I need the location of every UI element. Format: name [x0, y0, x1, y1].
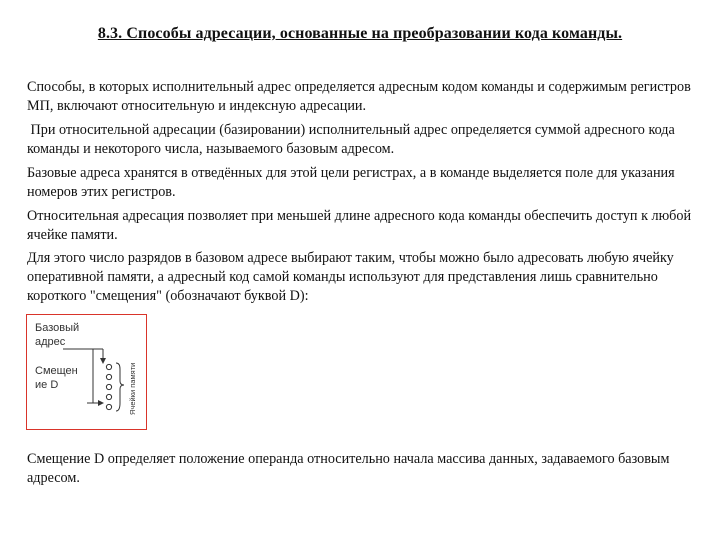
paragraph-2: При относительной адресации (базировании) исполнительный адрес определяется суммой адресного кода команды и некоторого числа, называемого базовым адресом.: [27, 122, 679, 157]
memory-cells-side-label: Ячейки памяти: [128, 362, 137, 415]
offset-label-line2: ие D: [35, 379, 59, 391]
page-title: 8.3. Способы адресации, основанные на преобразовании кода команды.: [97, 25, 623, 42]
paragraph-1: Способы, в которых исполнительный адрес определяется адресным кодом команды и содержимым регистров МП, включают относительную и индексную адресации.: [27, 79, 691, 114]
closing-paragraph: Смещение D определяет положение операнда относительно начала массива данных, задаваемого базовым адресом.: [27, 451, 670, 486]
memory-cell: [106, 394, 111, 399]
base-address-label-line1: Базовый: [35, 322, 80, 334]
brace-icon: [116, 363, 124, 411]
paragraph-4: Относительная адресация позволяет при меньшей длине адресного кода команды обеспечить доступ к любой ячейке памяти.: [27, 208, 692, 243]
memory-cell: [106, 404, 111, 409]
paragraph-3: Базовые адреса хранятся в отведённых для этой цели регистрах, а в команде выделяется поле для указания номеров этих регистров.: [27, 165, 675, 200]
memory-cell: [106, 384, 111, 389]
memory-cell: [106, 364, 111, 369]
paragraph-5: Для этого число разрядов в базовом адресе выбирают таким, чтобы можно было адресовать любую ячейку оперативной памяти, а адресный код самой команды используют для представления лишь сравнительно короткого "смещения" (обозначают буквой D):: [27, 250, 674, 304]
addressing-diagram: [26, 314, 147, 430]
addressing-diagram-svg: [27, 315, 148, 431]
base-address-label-line2: адрес: [35, 336, 66, 348]
offset-label-line1: Смещен: [35, 365, 78, 377]
memory-cell: [106, 374, 111, 379]
